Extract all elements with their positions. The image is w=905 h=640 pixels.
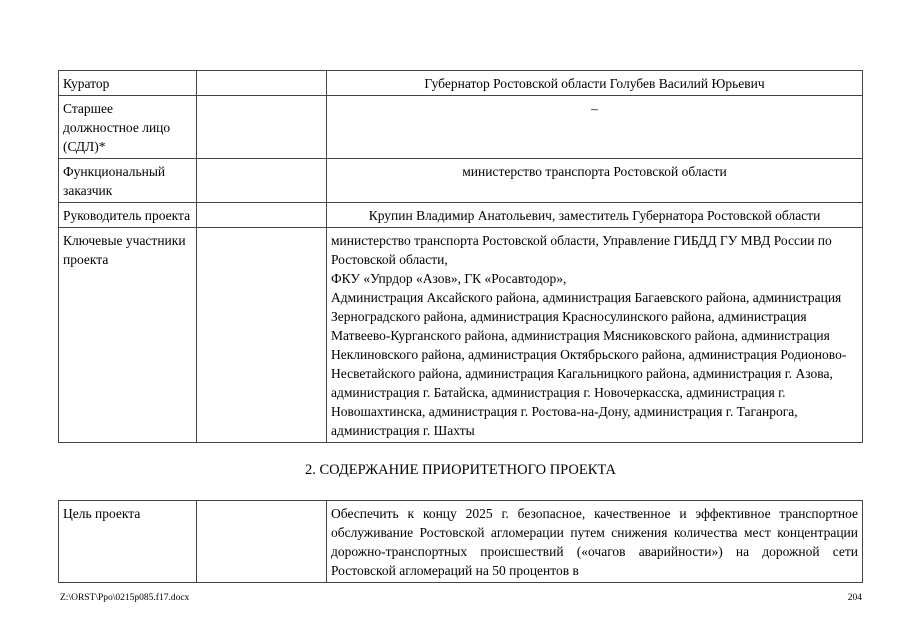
row-value: Губернатор Ростовской области Голубев Василий Юрьевич [327, 71, 863, 96]
row-value [327, 501, 863, 583]
empty-cell [197, 71, 327, 96]
empty-cell [197, 501, 327, 583]
goal-text: Обеспечить к концу 2025 г. безопасное, качественное и эффективное транспортное обслуживание Ростовской агломерации путем снижения количества мест концентрации дорожно-транспортных происшествий («очагов аварийности») на дорожной сети Ростовской агломераций на 50 процентов в [331, 506, 858, 578]
table-row-senior-official [59, 96, 863, 159]
row-label: Куратор [59, 71, 197, 96]
footer-page-number: 204 [847, 593, 862, 603]
table-row-project-lead [59, 203, 863, 228]
table-row-curator [59, 71, 863, 96]
empty-cell [197, 96, 327, 159]
row-label: Функциональный заказчик [59, 159, 197, 203]
project-content-table [58, 500, 863, 583]
empty-cell [197, 159, 327, 203]
row-value: Крупин Владимир Анатольевич, заместитель Губернатора Ростовской области [327, 203, 863, 228]
row-label: Ключевые участники проекта [59, 228, 197, 443]
empty-cell [197, 203, 327, 228]
section-heading: 2. СОДЕРЖАНИЕ ПРИОРИТЕТНОГО ПРОЕКТА [304, 462, 617, 478]
row-value: министерство транспорта Ростовской области, Управление ГИБДД ГУ МВД России по Ростовской области, ФКУ «Упрдор «Азов», ГК «Росавтодор», Администрация Аксайского района, администрация Багаевского района, администрация Зерноградского района, администрация Красносулинского района, администрация Матвеево-Курганского района, администрация Мясниковского района, администрация Неклиновского района, администрация Октябрьского района, администрация Родионово-Несветайского района, администрация Кагальницкого района, администрация г. Азова, администрация г. Батайска, администрация г. Новочеркасска, администрация г. Новошахтинска, администрация г. Ростова-на-Дону, администрация г. Таганрога, администрация г. Шахты [327, 228, 863, 443]
row-value: министерство транспорта Ростовской области [327, 159, 863, 203]
table-row-project-goal [59, 501, 863, 583]
row-value: – [327, 96, 863, 159]
row-label: Старшее должностное лицо (СДЛ)* [59, 96, 197, 159]
row-label: Руководитель проекта [59, 203, 197, 228]
footer-file-path: Z:\ORST\Ppo\0215p085.f17.docx [60, 593, 190, 603]
table-row-functional-customer [59, 159, 863, 203]
table-row-key-participants [59, 228, 863, 443]
row-label: Цель проекта [59, 501, 197, 583]
empty-cell [197, 228, 327, 443]
project-passport-table [58, 70, 863, 443]
